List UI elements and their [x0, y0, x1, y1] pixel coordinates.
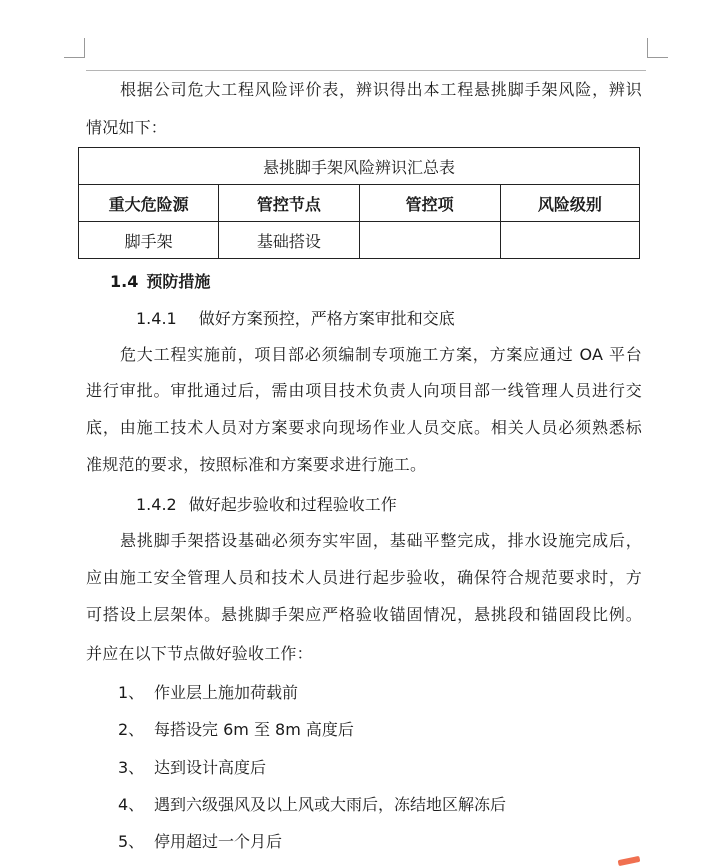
table-row [79, 222, 640, 259]
margin-corner-mark [64, 57, 85, 58]
header-divider [86, 70, 646, 71]
table-header-cell: 重大危险源 [79, 185, 219, 222]
subsection-heading [136, 494, 397, 516]
section-number: 1.4 [110, 272, 139, 291]
paragraph-line: 应由施工安全管理人员和技术人员进行起步验收，确保符合规范要求时，方 [86, 568, 642, 587]
margin-corner-mark [647, 38, 648, 58]
table-cell [500, 222, 639, 259]
subsection-number: 1.4.2 [136, 495, 177, 514]
table-title: 悬挑脚手架风险辨识汇总表 [79, 148, 640, 185]
paragraph-line: 进行审批。审批通过后，需由项目技术负责人向项目部一线管理人员进行交 [86, 381, 642, 400]
table-cell [359, 222, 500, 259]
intro-line-1: 根据公司危大工程风险评价表，辨识得出本工程悬挑脚手架风险，辨识 [120, 80, 642, 99]
list-item: 3、 达到设计高度后 [118, 758, 267, 777]
subsection-title: 做好方案预控，严格方案审批和交底 [198, 309, 455, 328]
list-item: 4、 遇到六级强风及以上风或大雨后，冻结地区解冻后 [118, 795, 507, 814]
section-title: 预防措施 [146, 272, 211, 291]
table-cell: 脚手架 [79, 222, 219, 259]
paragraph-line: 悬挑脚手架搭设基础必须夯实牢固，基础平整完成，排水设施完成后， [120, 531, 642, 550]
table-header-row [79, 185, 640, 222]
list-item: 5、 停用超过一个月后 [118, 832, 283, 851]
table-header-cell: 风险级别 [500, 185, 639, 222]
margin-corner-mark [647, 57, 668, 58]
subsection-title: 做好起步验收和过程验收工作 [188, 495, 397, 514]
paragraph-line: 底，由施工技术人员对方案要求向现场作业人员交底。相关人员必须熟悉标 [86, 418, 642, 437]
list-item: 1、 作业层上施加荷载前 [118, 683, 299, 702]
risk-table [78, 147, 640, 259]
margin-corner-mark [84, 38, 85, 58]
intro-line-2: 情况如下： [86, 118, 168, 137]
paragraph-line: 准规范的要求，按照标准和方案要求进行施工。 [86, 455, 427, 474]
table-cell: 基础搭设 [219, 222, 359, 259]
section-heading [110, 271, 210, 293]
list-item: 2、 每搭设完 6m 至 8m 高度后 [118, 720, 354, 739]
table-header-cell: 管控节点 [219, 185, 359, 222]
subsection-number: 1.4.1 [136, 309, 177, 328]
subsection-heading [136, 308, 455, 330]
annotation-mark [618, 856, 641, 866]
paragraph-line: 并应在以下节点做好验收工作： [86, 644, 313, 663]
paragraph-line: 可搭设上层架体。悬挑脚手架应严格验收锚固情况，悬挑段和锚固段比例。 [86, 605, 642, 624]
table-header-cell: 管控项 [359, 185, 500, 222]
paragraph-line: 危大工程实施前，项目部必须编制专项施工方案，方案应通过 OA 平台 [120, 345, 642, 364]
